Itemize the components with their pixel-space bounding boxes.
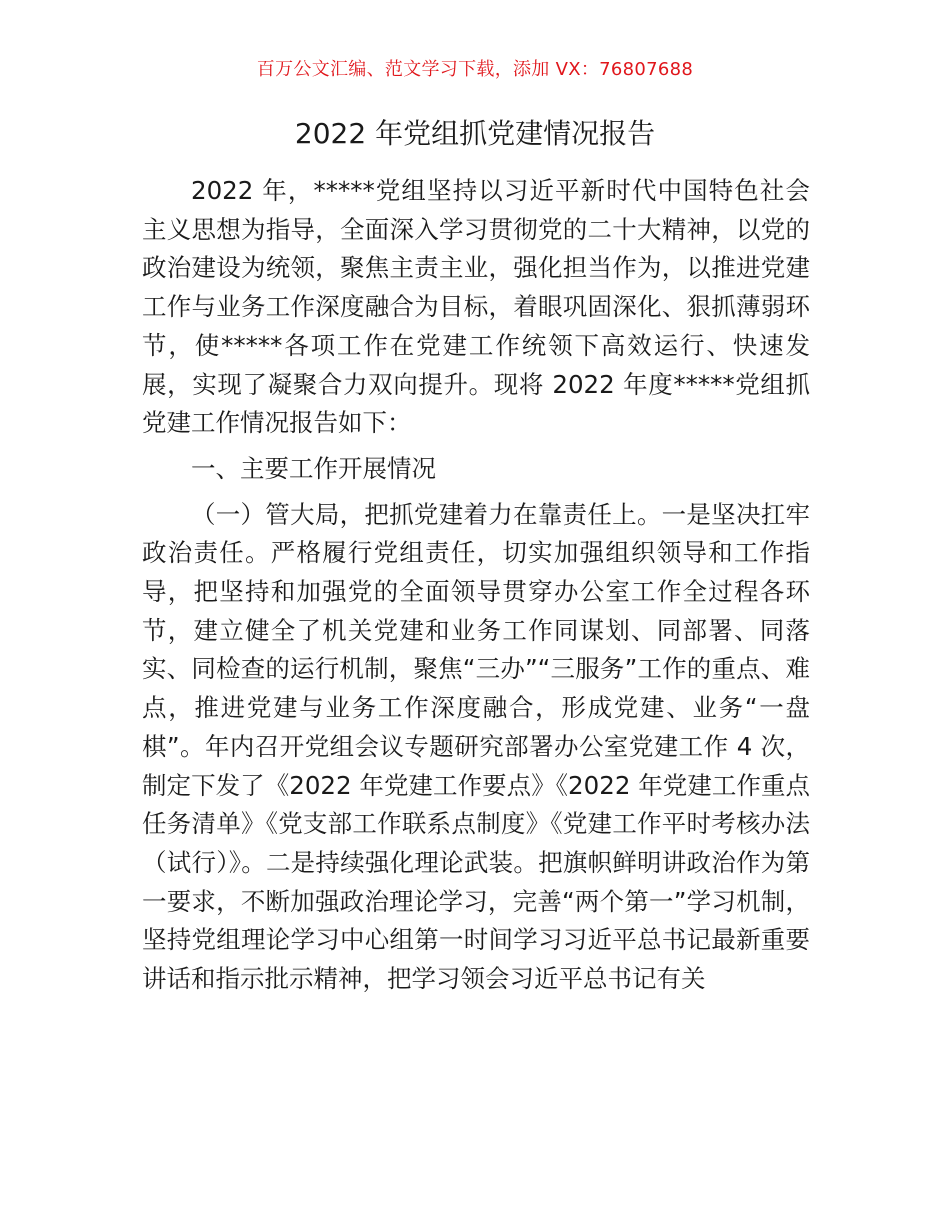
intro-paragraph: 2022 年，*****党组坚持以习近平新时代中国特色社会主义思想为指导，全面深入学习贯彻党的二十大精神，以党的政治建设为统领，聚焦主责主业，强化担当作为，以推进党建工作与业务工作深度融合为目标，着眼巩固深化、狠抓薄弱环节，使*****各项工作在党建工作统领下高效运行、快速发展，实现了凝聚合力双向提升。现将 2022 年度*****党组抓党建工作情况报告如下： [142,176,810,438]
document-body [142,172,810,999]
body-paragraph: （一）管大局，把抓党建着力在靠责任上。一是坚决扛牢政治责任。严格履行党组责任，切实加强组织领导和工作指导，把坚持和加强党的全面领导贯穿办公室工作全过程各环节，建立健全了机关党建和业务工作同谋划、同部署、同落实、同检查的运行机制，聚焦“三办”“三服务”工作的重点、难点，推进党建与业务工作深度融合，形成党建、业务“一盘棋”。年内召开党组会议专题研究部署办公室党建工作 4 次，制定下发了《2022 年党建工作要点》《2022 年党建工作重点任务清单》《党支部工作联系点制度》《党建工作平时考核办法（试行）》。二是持续强化理论武装。把旗帜鲜明讲政治作为第一要求，不断加强政治理论学习，完善“两个第一”学习机制，坚持党组理论学习中心组第一时间学习习近平总书记最新重要讲话和指示批示精神，把学习领会习近平总书记有关 [142,499,810,994]
header-banner: 百万公文汇编、范文学习下载，添加 VX：76807688 [256,59,694,80]
section-heading: 一、主要工作开展情况 [191,453,436,483]
document-title: 2022 年党组抓党建情况报告 [294,117,656,150]
